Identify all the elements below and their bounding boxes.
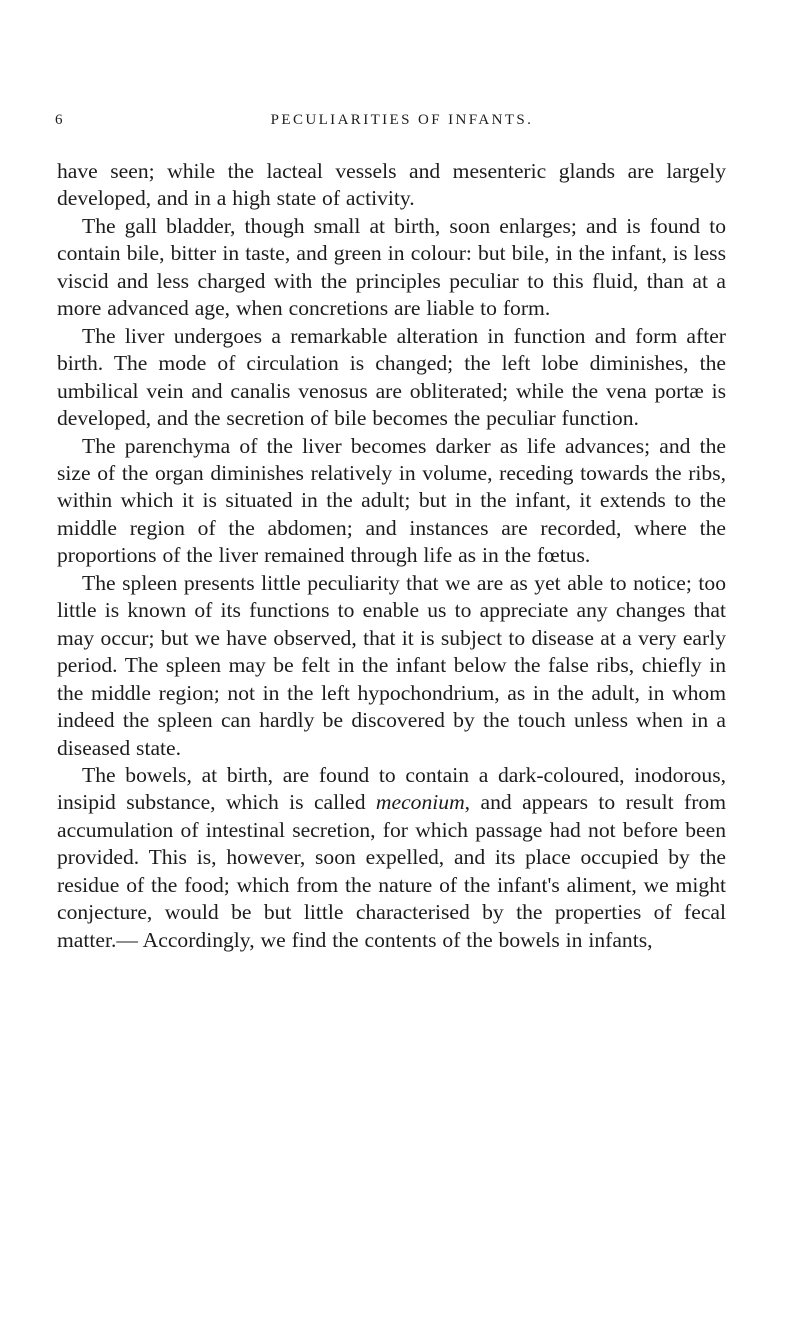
paragraph-liver-alteration: The liver undergoes a remarkable alteration in function and form after birth. The mode of circulation is changed; the left lobe diminishes, the umbilical vein and canalis venosus are obliterated; while the vena portæ is developed, and the secretion of bile becomes the peculiar function.: [57, 323, 726, 431]
paragraph-bowels: [57, 762, 726, 954]
bowels-text-after: , and appears to result from accumulation of intestinal secretion, for which passage had not before been provided. This is, however, soon expelled, and its place occupied by the residue of the food; which from the nature of the infant's aliment, we might conjecture, would be but little characterised by the properties of fecal matter.— Accordingly, we find the contents of the bowels in infants,: [57, 790, 726, 952]
body-text: [57, 158, 726, 954]
paragraph-spleen: The spleen presents little peculiarity that we are as yet able to notice; too little is known of its functions to enable us to appreciate any changes that may occur; but we have observed, that it is subject to disease at a very early period. The spleen may be felt in the infant below the false ribs, chiefly in the middle region; not in the left hypochondrium, as in the adult, in whom indeed the spleen can hardly be discovered by the touch unless when in a diseased state.: [57, 570, 726, 760]
running-head: PECULIARITIES OF INFANTS.: [270, 112, 534, 128]
paragraph-gall-bladder: The gall bladder, though small at birth, soon enlarges; and is found to contain bile, bitter in taste, and green in colour: but bile, in the infant, is less viscid and less charged with the principles peculiar to this fluid, than at a more advanced age, when concretions are liable to form.: [57, 213, 726, 321]
paragraph-liver-parenchyma: The parenchyma of the liver becomes darker as life advances; and the size of the organ diminishes relatively in volume, receding towards the ribs, within which it is situated in the adult; but in the infant, it extends to the middle region of the abdomen; and instances are recorded, where the proportions of the liver remained through life as in the fœtus.: [57, 433, 726, 568]
page-header: [52, 112, 732, 136]
page-number: 6: [55, 112, 63, 128]
paragraph-lacteal-vessels: have seen; while the lacteal vessels and mesenteric glands are largely developed, and in a high state of activity.: [57, 159, 726, 211]
meconium-term: meconium: [375, 790, 465, 815]
bowels-text-before: The bowels, at birth, are found to contain a dark-coloured, inodorous, insipid substance, which is called: [57, 762, 726, 815]
